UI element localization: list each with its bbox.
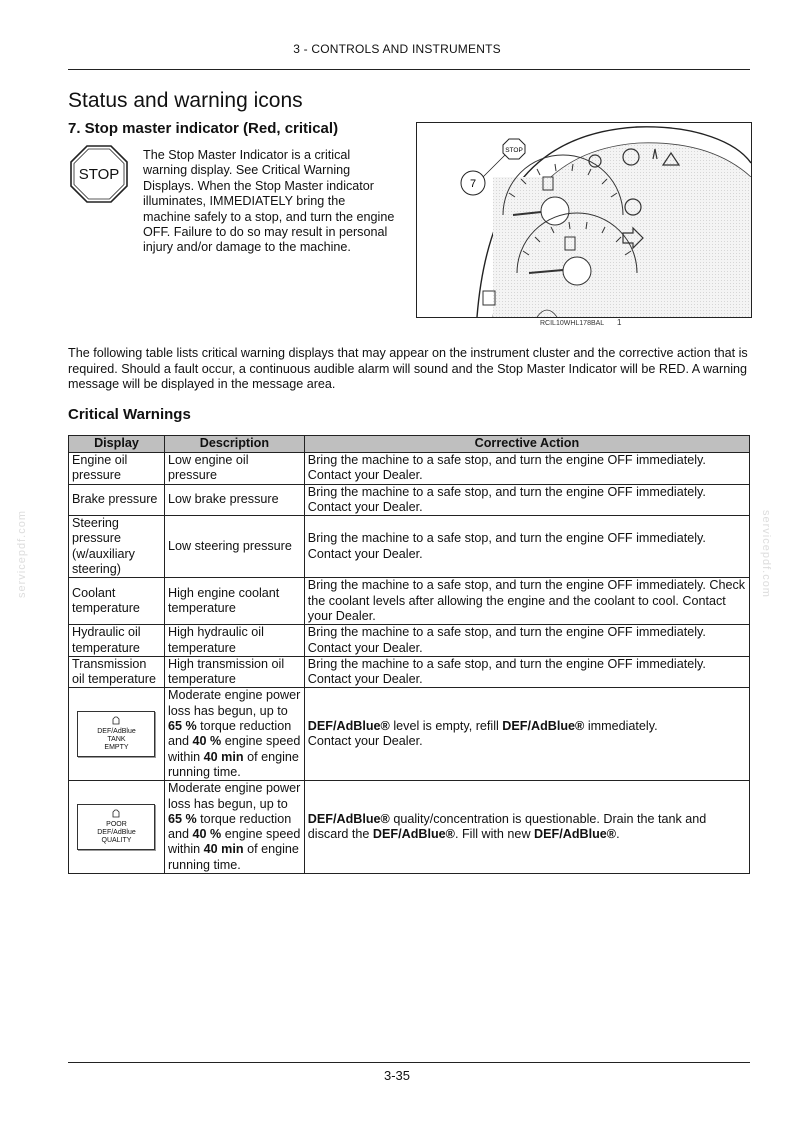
figure-stop-label: STOP <box>505 147 523 154</box>
cell-display: Engine oil pressure <box>69 453 165 485</box>
icon-line: EMPTY <box>104 744 129 752</box>
table-title: Critical Warnings <box>68 406 191 423</box>
cell-display: Steering pressure (w/auxiliary steering) <box>69 516 165 578</box>
table-header-row <box>69 436 750 453</box>
cell-display: Hydraulic oil temperature <box>69 625 165 657</box>
cell-action: Bring the machine to a safe stop, and turn the engine OFF immediately. Check the coolant levels after allowing the engine and the coolant to cool. Contact your Dealer. <box>304 578 749 625</box>
def-fluid-icon <box>111 809 121 818</box>
cell-description: Low engine oil pressure <box>164 453 304 485</box>
cell-display: Coolant temperature <box>69 578 165 625</box>
table-row <box>69 484 750 516</box>
cell-action: DEF/AdBlue® quality/concentration is questionable. Drain the tank and discard the DEF/AdBlue®. Fill with new DEF/AdBlue®. <box>304 781 749 874</box>
cell-description: High hydraulic oil temperature <box>164 625 304 657</box>
subsection-title: 7. Stop master indicator (Red, critical) <box>68 120 339 137</box>
critical-warnings-table <box>68 435 750 874</box>
icon-line: QUALITY <box>101 837 132 845</box>
table-row <box>69 578 750 625</box>
header-rule <box>68 69 750 70</box>
table-row <box>69 516 750 578</box>
cell-description: Moderate engine power loss has begun, up to 65 % torque reduction and 40 % engine speed within 40 min of engine running time. <box>164 781 304 874</box>
cell-display: Transmission oil temperature <box>69 656 165 688</box>
stop-sign-text: STOP <box>78 166 120 183</box>
header-display: Display <box>69 436 165 453</box>
cell-description: High transmission oil temperature <box>164 656 304 688</box>
cell-display <box>69 688 165 781</box>
table-row <box>69 625 750 657</box>
cell-action: Bring the machine to a safe stop, and turn the engine OFF immediately. Contact your Dealer. <box>304 656 749 688</box>
figure-caption: RCIL10WHL178BAL <box>540 320 605 327</box>
instrument-cluster-figure <box>416 122 752 318</box>
table-row <box>69 656 750 688</box>
body-paragraph: The following table lists critical warning displays that may appear on the instrument cluster and the corrective action that is required. Should a fault occur, a continuous audible alarm will sound and the Stop Master Indicator will be RED. A warning message will be displayed in the message area. <box>68 346 748 391</box>
icon-line: TANK <box>107 736 126 744</box>
cell-action: Bring the machine to a safe stop, and turn the engine OFF immediately. Contact your Dealer. <box>304 453 749 485</box>
intro-text: The Stop Master Indicator is a critical warning display. See Critical Warning Displays. When the Stop Master indicator illuminates, IMMEDIATELY bring the machine safely to a stop, and turn the engine OFF. Failure to do so may result in personal injury and/or damage to the machine. <box>143 148 395 255</box>
def-tank-empty-display <box>77 711 155 757</box>
header-description: Description <box>164 436 304 453</box>
cell-action: Bring the machine to a safe stop, and turn the engine OFF immediately. Contact your Dealer. <box>304 484 749 516</box>
figure-callout: 7 <box>469 178 477 190</box>
icon-line: POOR <box>106 821 127 829</box>
stop-sign-icon <box>70 145 128 203</box>
table-row <box>69 781 750 874</box>
cell-description: High engine coolant temperature <box>164 578 304 625</box>
icon-line: DEF/AdBlue <box>97 728 136 736</box>
cell-action: Bring the machine to a safe stop, and turn the engine OFF immediately. Contact your Dealer. <box>304 516 749 578</box>
cell-description: Moderate engine power loss has begun, up to 65 % torque reduction and 40 % engine speed within 40 min of engine running time. <box>164 688 304 781</box>
page-number: 3-35 <box>383 1068 411 1083</box>
icon-line: DEF/AdBlue <box>97 829 136 837</box>
page-title: Status and warning icons <box>68 89 303 112</box>
section-header: 3 - CONTROLS AND INSTRUMENTS <box>293 42 501 56</box>
poor-def-quality-display <box>77 804 155 850</box>
watermark-left: servicepdf.com <box>16 510 28 598</box>
cell-display: Brake pressure <box>69 484 165 516</box>
header-corrective-action: Corrective Action <box>304 436 749 453</box>
footer-rule <box>68 1062 750 1063</box>
cell-display <box>69 781 165 874</box>
table-row <box>69 688 750 781</box>
cell-description: Low steering pressure <box>164 516 304 578</box>
cell-action: Bring the machine to a safe stop, and turn the engine OFF immediately. Contact your Dealer. <box>304 625 749 657</box>
def-fluid-icon <box>111 716 121 725</box>
figure-number: 1 <box>617 318 622 327</box>
cell-description: Low brake pressure <box>164 484 304 516</box>
table-row <box>69 453 750 485</box>
cell-action: DEF/AdBlue® level is empty, refill DEF/AdBlue® immediately. Contact your Dealer. <box>304 688 749 781</box>
watermark-right: servicepdf.com <box>760 510 772 598</box>
